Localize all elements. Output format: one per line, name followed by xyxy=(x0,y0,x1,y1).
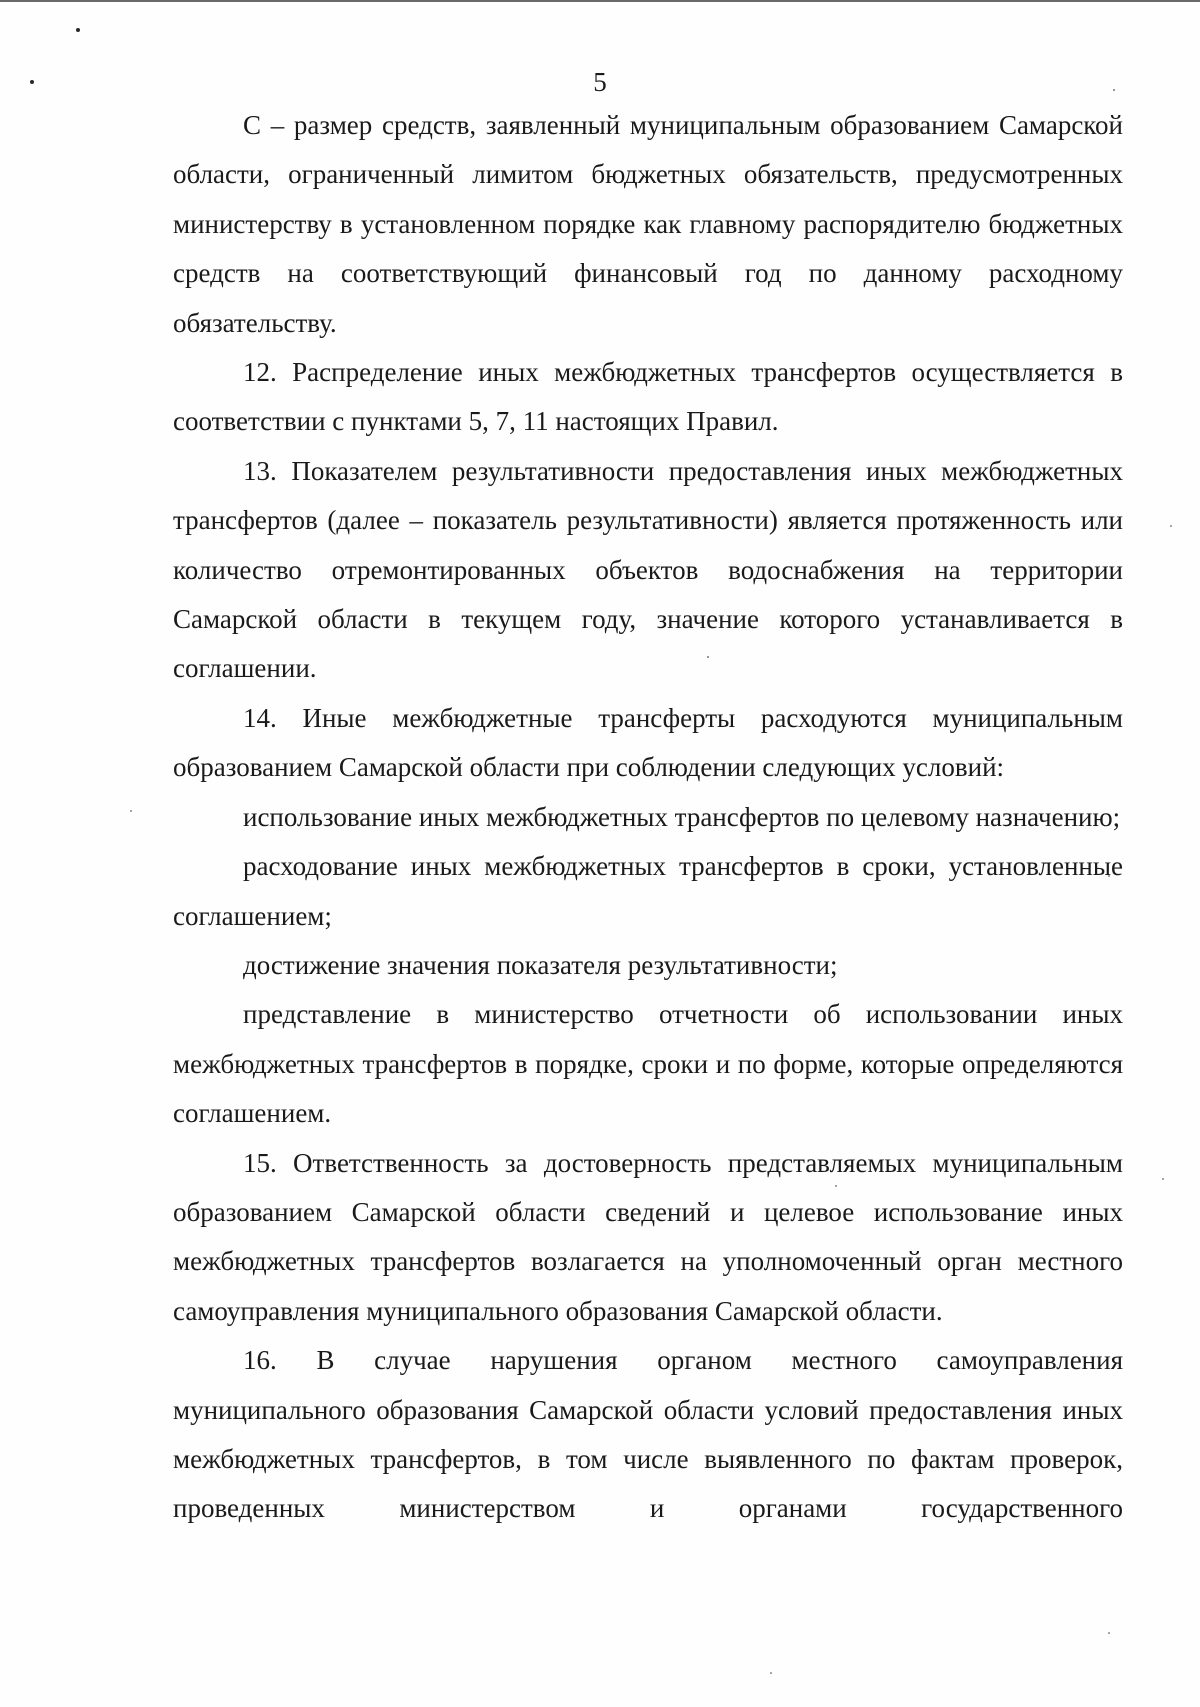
scan-speck xyxy=(130,810,132,812)
paragraph-16: 16. В случае нарушения органом местного самоуправления муниципального образования Самарской области условий предоставления иных межбюджетных трансфертов, в том числе выявленного по фактам проверок, проведенных министерством и органами государственного xyxy=(173,1345,1123,1524)
paragraph-c-definition: С – размер средств, заявленный муниципальным образованием Самарской области, ограниченный лимитом бюджетных обязательств, предусмотренных министерству в установленном порядке как главному распорядителю бюджетных средств на соответствующий финансовый год по данному расходному обязательству. xyxy=(173,110,1123,338)
scan-speck xyxy=(1162,1178,1164,1180)
scan-speck xyxy=(1170,525,1172,527)
page-number: 5 xyxy=(593,67,607,97)
condition-indicator: достижение значения показателя результативности; xyxy=(243,949,838,980)
scan-speck xyxy=(1108,1632,1110,1634)
condition-deadlines: расходование иных межбюджетных трансфертов в сроки, установленные соглашением; xyxy=(173,851,1123,931)
page-top-edge xyxy=(0,0,1200,2)
paragraph-12: 12. Распределение иных межбюджетных трансфертов осуществляется в соответствии с пунктами 5, 7, 11 настоящих Правил. xyxy=(173,357,1123,437)
scan-speck xyxy=(770,1672,772,1674)
document-body xyxy=(173,101,1123,1534)
condition-target-use: использование иных межбюджетных трансфертов по целевому назначению; xyxy=(243,801,1121,832)
paragraph-14: 14. Иные межбюджетные трансферты расходуются муниципальным образованием Самарской области при соблюдении следующих условий: xyxy=(173,702,1123,783)
paragraph-13: 13. Показателем результативности предоставления иных межбюджетных трансфертов (далее – показатель результативности) является протяженность или количество отремонтированных объектов водоснабжения на территории Самарской области в текущем году, значение которого устанавливается в соглашении. xyxy=(173,455,1123,684)
paragraph-15: 15. Ответственность за достоверность представляемых муниципальным образованием Самарской области сведений и целевое использование иных межбюджетных трансфертов возлагается на уполномоченный орган местного самоуправления муниципального образования Самарской области. xyxy=(173,1147,1123,1326)
scan-speck xyxy=(76,28,80,32)
condition-reporting: представление в министерство отчетности об использовании иных межбюджетных трансфертов в порядке, сроки и по форме, которые определяются соглашением. xyxy=(173,999,1123,1129)
